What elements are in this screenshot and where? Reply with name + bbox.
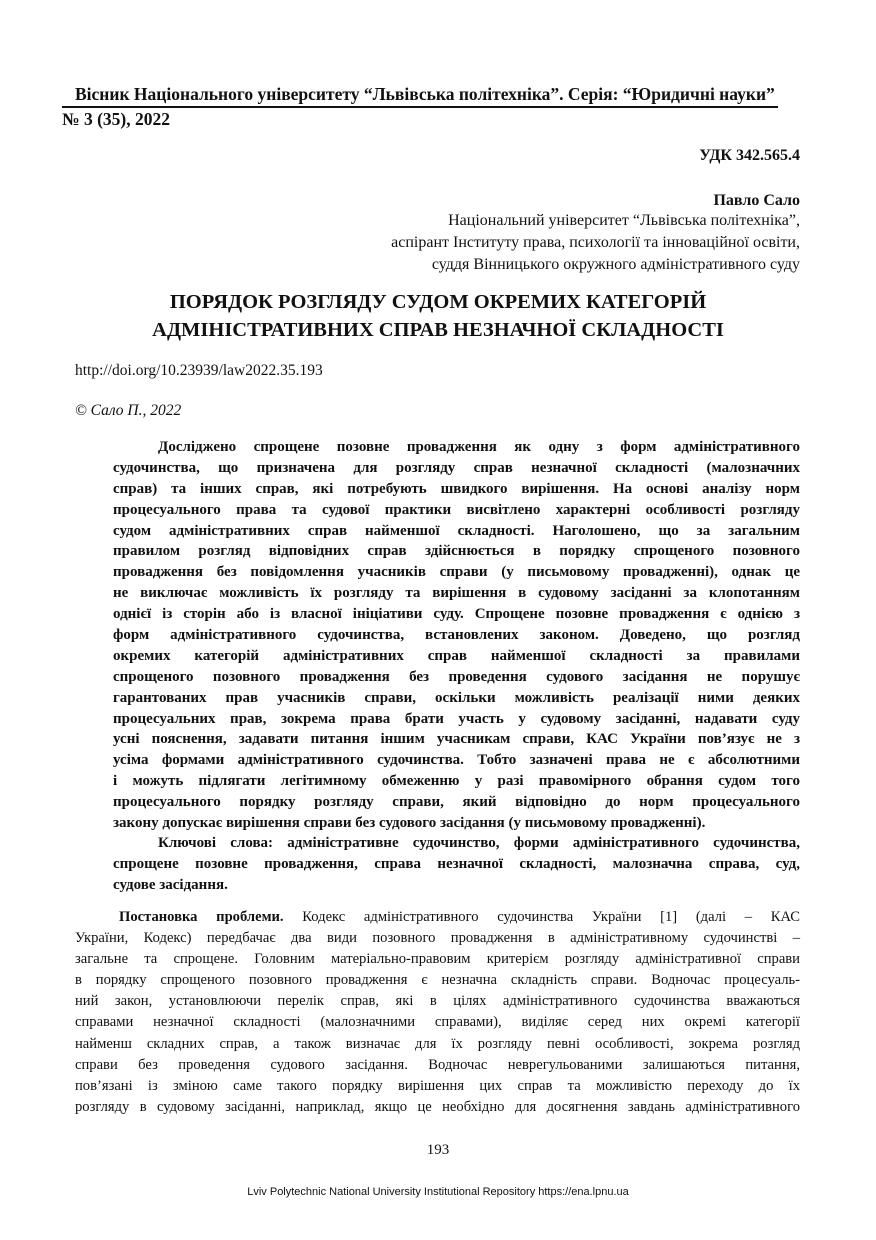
abstract-line: провадження без повідомлення учасників справи (у письмовому провадженні), однак це: [113, 564, 800, 581]
author-affiliation: [391, 210, 800, 276]
abstract-line: правилом розгляд відповідних справ здійснюється в порядку спрощеного позовного: [113, 543, 800, 560]
abstract-line: форм адміністративного судочинства, встановлених законом. Доведено, що розгляд: [113, 627, 800, 644]
udk-code: УДК 342.565.4: [699, 147, 800, 164]
abstract-line: гарантованих прав учасників справи, оскільки можливість реалізації ними деяких: [113, 689, 800, 706]
body-line: справи без проведення судового засідання. Водночас неврегульованими залишаються питання,: [75, 1056, 800, 1073]
journal-title: Вісник Національного університету “Львівська політехніка”. Серія: “Юридичні науки”: [75, 84, 775, 104]
abstract-line: усіма формами адміністративного судочинства. Тобто зазначені права не є абсолютними: [113, 752, 800, 769]
keywords: [113, 833, 800, 896]
doi-link[interactable]: http://doi.org/10.23939/law2022.35.193: [75, 362, 323, 379]
abstract-line: судочинства, що призначена для розгляду справ незначної складності (малозначних: [113, 459, 800, 476]
body-text: [75, 907, 800, 1118]
affiliation-line: суддя Вінницького окружного адміністративного суду: [431, 256, 800, 273]
repository-footer: Lviv Polytechnic National University Institutional Repository https://ena.lpnu.ua: [247, 1186, 629, 1198]
abstract-line: Досліджено спрощене позовне провадження як одну з форм адміністративного: [158, 439, 800, 455]
body-line: найменш складних справ, а також визначає для їх розгляду певні особливості, зокрема розгляд: [75, 1035, 800, 1052]
abstract-line: і можуть підлягати легітимному обмеженню у разі правомірного обрання судом того: [113, 773, 800, 790]
body-line: справами незначної складності (малозначними справами), виділяє серед них окремі категорії: [75, 1014, 800, 1031]
author-name: Павло Сало: [713, 192, 800, 209]
abstract-line: однієї із сторін або із власної ініціативи суду. Спрощене позовне провадження є однією з: [113, 606, 800, 623]
article-title: [60, 288, 816, 344]
affiliation-line: аспірант Інституту права, психології та інноваційної освіти,: [391, 234, 800, 251]
abstract-line: процесуальних прав, зокрема права брати участь у судовому засіданні, надавати суду: [113, 710, 800, 727]
page-number: 193: [426, 1142, 450, 1158]
body-line: [75, 907, 800, 928]
abstract-line: усні пояснення, задавати питання іншим учасникам справи, КАС України пов’язує не з: [113, 731, 800, 748]
body-line: розгляду в судовому засіданні, наприклад, якщо це необхідно для досягнення завдань адміністративного: [75, 1098, 800, 1115]
body-line: ний закон, установлюючи перелік справ, які в цілях адміністративного судочинства вважаються: [75, 993, 800, 1010]
title-line: ПОРЯДОК РОЗГЛЯДУ СУДОМ ОКРЕМИХ КАТЕГОРІЙ: [169, 291, 707, 313]
abstract-line: судом адміністративних справ найменшої складності. Наголошено, що за загальним: [113, 522, 800, 539]
section-heading: Постановка проблеми.: [119, 909, 284, 925]
affiliation-line: Національний університет “Львівська політехніка”,: [448, 212, 800, 229]
title-line: АДМІНІСТРАТИВНИХ СПРАВ НЕЗНАЧНОЇ СКЛАДНОСТІ: [152, 319, 724, 341]
body-line: України, Кодекс) передбачає два види позовного провадження в адміністративному судочинстві –: [75, 930, 800, 947]
abstract-line: закону допускає вирішення справи без судового засідання (у письмовому провадженні).: [113, 815, 706, 832]
keywords-line: Ключові слова: адміністративне судочинство, форми адміністративного судочинства,: [158, 835, 800, 851]
body-first-line: Кодекс адміністративного судочинства України [1] (далі – КАС: [283, 909, 800, 925]
body-line: в порядку спрощеного позовного провадження є незначна складність справи. Водночас процесуаль-: [75, 972, 800, 989]
copyright: © Сало П., 2022: [75, 402, 182, 419]
issue-number: № 3 (35), 2022: [62, 109, 170, 129]
body-line: пов’язані із зміною саме такого порядку вирішення цих справ та можливістю переходу до їх: [75, 1077, 800, 1094]
abstract-line: процесуального порядку розгляду справи, який відповідно до норм процесуального: [113, 794, 800, 811]
abstract-line: спрощеного позовного провадження без проведення судового засідання не порушує: [113, 668, 800, 685]
body-line: загальне та спрощене. Головним матеріально-правовим критерієм розгляду адміністративної справи: [75, 951, 800, 968]
header-rule: [62, 106, 778, 108]
abstract-line: процесуального права та судової практики висвітлено характерні особливості розгляду: [113, 501, 800, 518]
abstract-line: справ) та інших справ, які потребують швидкого вирішення. На основі аналізу норм: [113, 480, 800, 497]
abstract-line: окремих категорій адміністративних справ найменшої складності за правилами: [113, 647, 800, 664]
keywords-line: судове засідання.: [113, 876, 228, 893]
keywords-line: спрощене позовне провадження, справа незначної складності, малозначна справа, суд,: [113, 855, 800, 872]
abstract-line: не виключає можливість їх розгляду та вирішення в судовому засіданні за клопотанням: [113, 585, 800, 602]
abstract: [113, 437, 800, 834]
